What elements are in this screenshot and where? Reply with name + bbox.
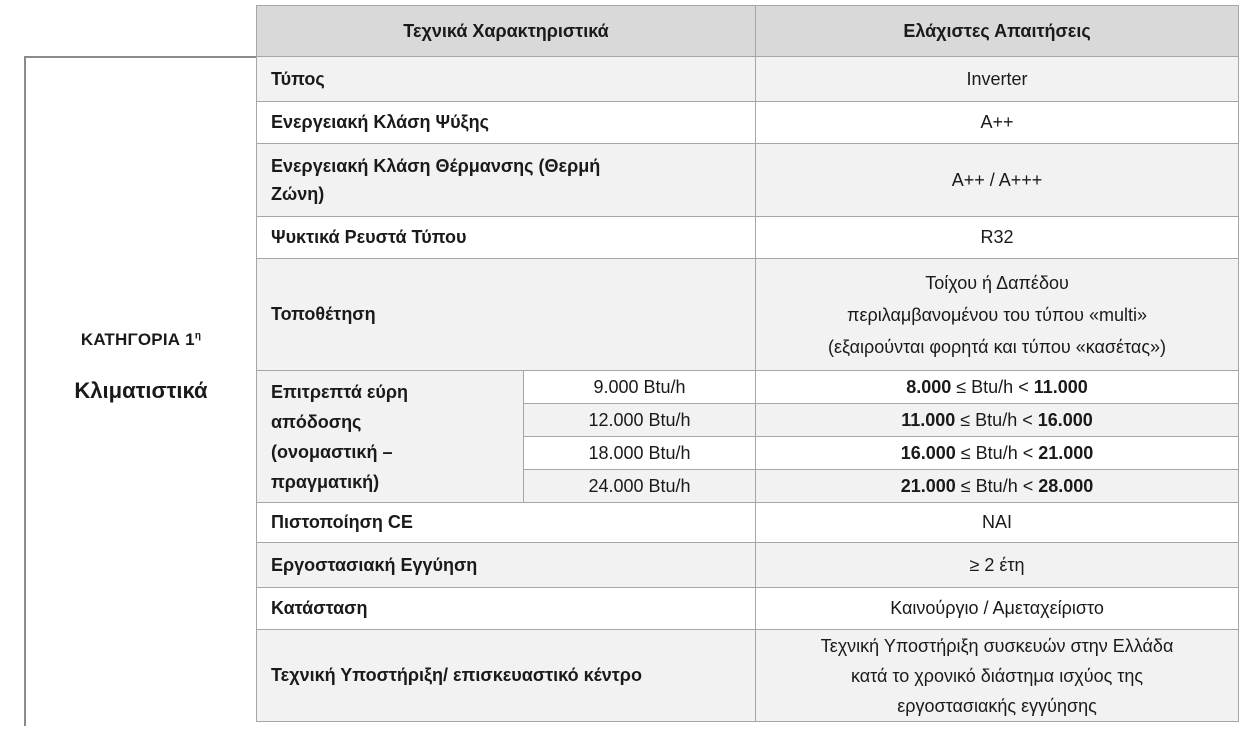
row-value-line: κατά το χρονικό διάστημα ισχύος της <box>850 665 1144 686</box>
ranges-label <box>257 371 524 503</box>
range-value: 8.000 ≤ Btu/h < 11.000 <box>756 371 1239 404</box>
row-label: Τοποθέτηση <box>257 259 756 371</box>
table-row-refrigerant <box>257 217 1239 259</box>
table-row-cooling <box>257 102 1239 144</box>
row-value <box>756 259 1239 371</box>
table-row-heating <box>257 144 1239 217</box>
row-value: A++ / A+++ <box>756 144 1239 217</box>
row-value-line: (εξαιρούνται φορητά και τύπου «κασέτας») <box>828 336 1166 357</box>
row-label-line: Ενεργειακή Κλάση Θέρμανσης (Θερμή <box>271 156 601 176</box>
row-label: Τύπος <box>257 57 756 102</box>
range-value: 16.000 ≤ Btu/h < 21.000 <box>756 437 1239 470</box>
ranges-label-line: απόδοσης <box>271 411 362 432</box>
header-requirements: Ελάχιστες Απαιτήσεις <box>756 6 1239 57</box>
row-value: ΝΑΙ <box>756 503 1239 543</box>
table-row-range <box>257 371 1239 404</box>
row-label: Ψυκτικά Ρευστά Τύπου <box>257 217 756 259</box>
row-label <box>257 144 756 217</box>
row-value: Inverter <box>756 57 1239 102</box>
range-value: 11.000 ≤ Btu/h < 16.000 <box>756 404 1239 437</box>
range-nominal: 9.000 Btu/h <box>524 371 756 404</box>
table-row-type <box>257 57 1239 102</box>
row-value-line: περιλαμβανομένου του τύπου «multi» <box>847 304 1147 325</box>
category-cell <box>26 330 256 404</box>
row-label-line: Ζώνη) <box>271 184 325 204</box>
row-label: Πιστοποίηση CE <box>257 503 756 543</box>
category-name: Κλιματιστικά <box>74 378 208 403</box>
table-row-placement <box>257 259 1239 371</box>
ranges-label-line: (ονομαστική – <box>271 441 393 462</box>
category-title: ΚΑΤΗΓΟΡΙΑ $1^\eta$ <box>80 330 202 349</box>
table-header <box>257 6 1239 57</box>
row-value: R32 <box>756 217 1239 259</box>
table-row-ce <box>257 503 1239 543</box>
row-value-line: εργοστασιακής εγγύησης <box>897 695 1097 716</box>
row-label: Εργοστασιακή Εγγύηση <box>257 543 756 588</box>
category-frame-top <box>24 56 257 58</box>
header-features: Τεχνικά Χαρακτηριστικά <box>257 6 756 57</box>
range-nominal: 12.000 Btu/h <box>524 404 756 437</box>
row-value: Καινούργιο / Αμεταχείριστο <box>756 588 1239 630</box>
row-value: ≥ 2 έτη <box>756 543 1239 588</box>
row-label: Τεχνική Υποστήριξη/ επισκευαστικό κέντρο <box>257 630 756 722</box>
table-row-condition <box>257 588 1239 630</box>
range-nominal: 18.000 Btu/h <box>524 437 756 470</box>
row-value-line: Τοίχου ή Δαπέδου <box>925 272 1069 293</box>
table-row-warranty <box>257 543 1239 588</box>
row-value <box>756 630 1239 722</box>
row-value: A++ <box>756 102 1239 144</box>
ranges-label-line: Επιτρεπτά εύρη <box>271 381 409 402</box>
row-label: Ενεργειακή Κλάση Ψύξης <box>257 102 756 144</box>
ranges-label-line: πραγματική) <box>271 471 380 492</box>
range-nominal: 24.000 Btu/h <box>524 470 756 503</box>
row-label: Κατάσταση <box>257 588 756 630</box>
table-row-support <box>257 630 1239 722</box>
row-value-line: Τεχνική Υποστήριξη συσκευών στην Ελλάδα <box>820 635 1174 656</box>
range-value: 21.000 ≤ Btu/h < 28.000 <box>756 470 1239 503</box>
requirements-table <box>256 5 1239 722</box>
